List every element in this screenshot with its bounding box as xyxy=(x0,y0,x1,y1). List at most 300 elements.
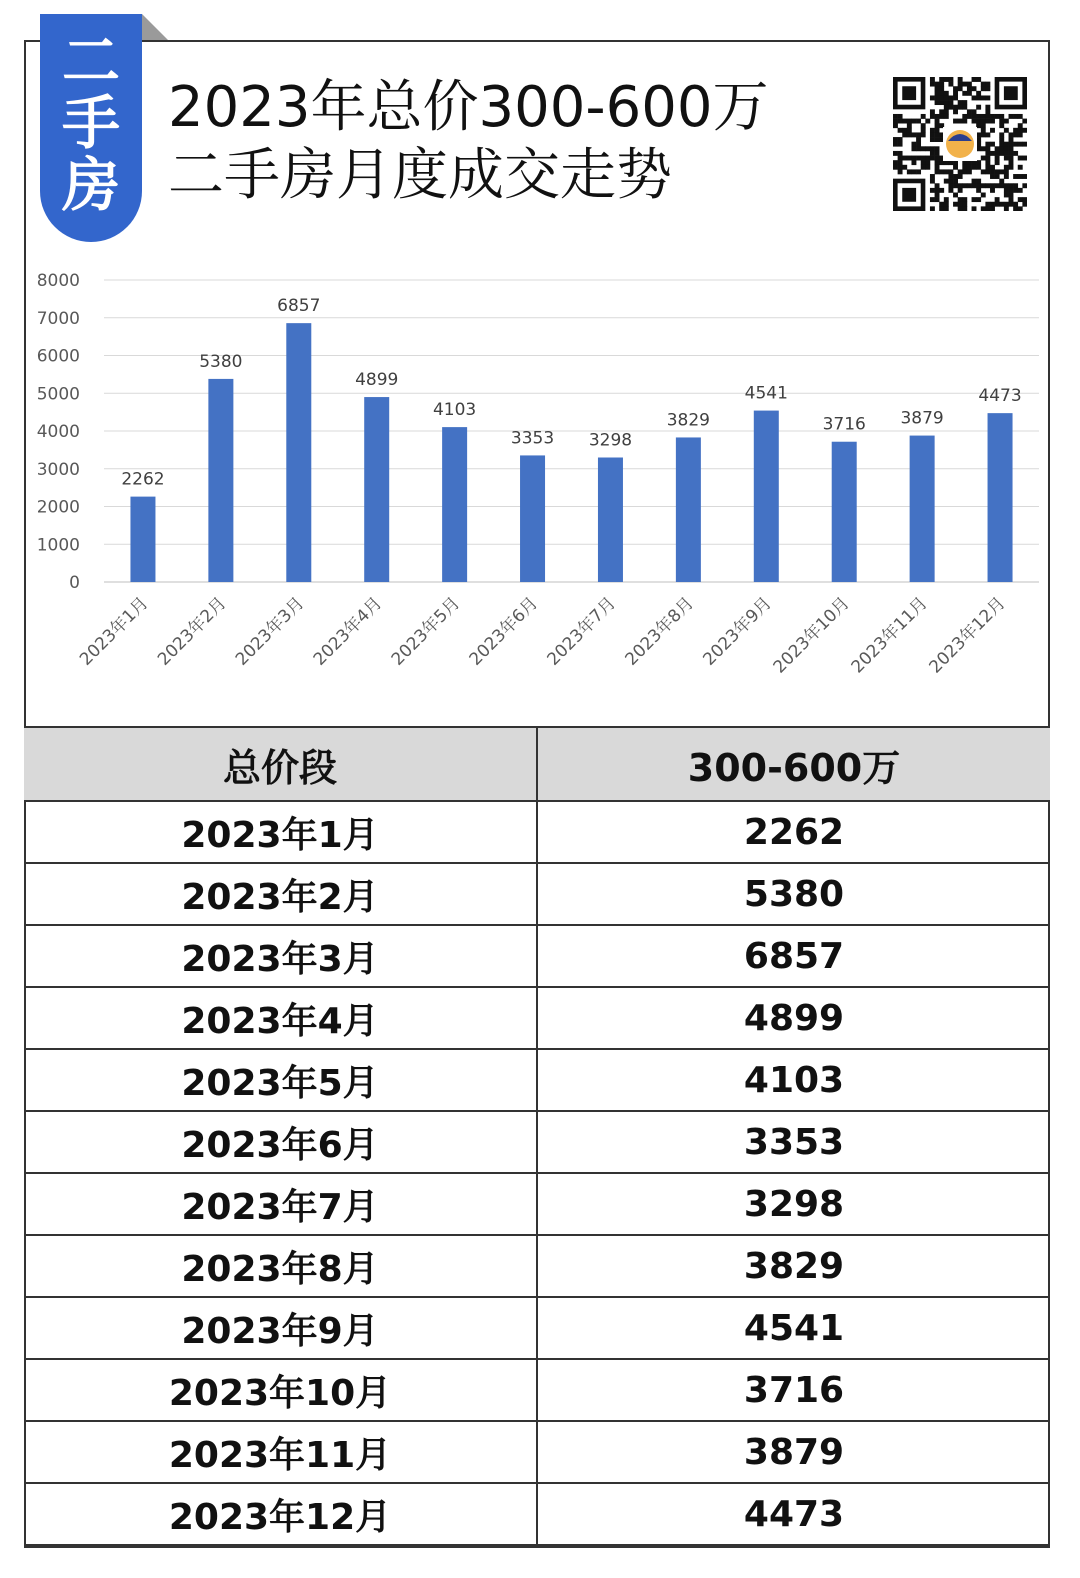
qr-module xyxy=(985,142,990,147)
qr-module xyxy=(907,123,912,128)
qr-module xyxy=(990,119,995,124)
qr-module xyxy=(972,206,977,211)
table-header-cell: 总价段 xyxy=(24,728,538,800)
qr-module xyxy=(976,91,981,96)
qr-module xyxy=(962,119,967,124)
qr-module xyxy=(985,95,990,100)
qr-module xyxy=(953,119,958,124)
qr-module xyxy=(985,169,990,174)
qr-module xyxy=(898,142,903,147)
qr-module xyxy=(990,128,995,133)
qr-module xyxy=(990,114,995,119)
qr-module xyxy=(990,206,995,211)
qr-module xyxy=(944,179,949,184)
data-label: 3879 xyxy=(900,408,944,429)
qr-module xyxy=(958,202,963,207)
qr-module xyxy=(1018,174,1023,179)
qr-module xyxy=(893,137,898,142)
qr-module xyxy=(985,86,990,91)
bar-chart xyxy=(24,258,1050,726)
qr-module xyxy=(935,82,940,87)
qr-module xyxy=(944,91,949,96)
month-cell: 2023年4月 xyxy=(24,988,538,1048)
qr-module xyxy=(990,174,995,179)
qr-module xyxy=(1009,193,1014,198)
qr-module xyxy=(893,165,898,170)
qr-module xyxy=(921,160,926,165)
qr-module xyxy=(939,82,944,87)
qr-module xyxy=(948,169,953,174)
qr-module xyxy=(925,160,930,165)
qr-module xyxy=(939,109,944,114)
y-tick-label: 3000 xyxy=(36,459,80,480)
qr-module xyxy=(1004,119,1009,124)
qr-module xyxy=(1013,174,1018,179)
x-tick-label: 2023年6月 xyxy=(465,593,543,670)
qr-module xyxy=(948,105,953,110)
qr-module xyxy=(972,179,977,184)
qr-module xyxy=(944,114,949,119)
month-cell: 2023年2月 xyxy=(24,864,538,924)
qr-module xyxy=(1022,142,1027,147)
qr-module xyxy=(1009,132,1014,137)
qr-module xyxy=(1013,128,1018,133)
qr-module xyxy=(944,169,949,174)
qr-module xyxy=(916,119,921,124)
y-tick-label: 7000 xyxy=(36,308,80,329)
qr-module xyxy=(935,151,940,156)
month-cell: 2023年12月 xyxy=(24,1484,538,1544)
qr-module xyxy=(930,109,935,114)
qr-module xyxy=(981,128,986,133)
qr-module xyxy=(953,193,958,198)
data-label: 4541 xyxy=(744,383,788,404)
badge-char: 二 xyxy=(61,27,120,95)
qr-module xyxy=(907,156,912,161)
qr-module xyxy=(962,91,967,96)
qr-module xyxy=(916,142,921,147)
qr-module xyxy=(1018,156,1023,161)
qr-module xyxy=(1022,202,1027,207)
qr-module xyxy=(898,151,903,156)
qr-module xyxy=(976,197,981,202)
table-header-row xyxy=(24,728,1050,802)
qr-module xyxy=(930,206,935,211)
qr-module xyxy=(911,142,916,147)
qr-module xyxy=(902,128,907,133)
qr-module xyxy=(990,183,995,188)
value-cell: 3879 xyxy=(743,1431,845,1473)
qr-module xyxy=(893,142,898,147)
qr-module xyxy=(985,119,990,124)
qr-module xyxy=(902,132,907,137)
qr-module xyxy=(999,123,1004,128)
qr-module xyxy=(939,100,944,105)
qr-module xyxy=(930,151,935,156)
table-row xyxy=(24,1422,1050,1484)
qr-module xyxy=(935,100,940,105)
qr-module xyxy=(976,188,981,193)
qr-module xyxy=(1018,142,1023,147)
qr-module xyxy=(990,202,995,207)
y-tick-label: 4000 xyxy=(36,422,80,442)
qr-module xyxy=(939,114,944,119)
qr-module xyxy=(939,206,944,211)
table-row xyxy=(24,1236,1050,1298)
table-row xyxy=(24,1050,1050,1112)
qr-module xyxy=(907,128,912,133)
qr-module xyxy=(907,132,912,137)
qr-module xyxy=(921,123,926,128)
qr-module xyxy=(1013,142,1018,147)
qr-module xyxy=(939,202,944,207)
bar xyxy=(676,437,701,582)
qr-module xyxy=(962,82,967,87)
table-row xyxy=(24,802,1050,864)
qr-module xyxy=(930,77,935,82)
qr-module xyxy=(958,119,963,124)
qr-module xyxy=(1013,188,1018,193)
qr-module xyxy=(999,151,1004,156)
x-tick-label: 2023年10月 xyxy=(769,593,854,678)
title-line-2: 二手房月度成交走势 xyxy=(168,143,672,208)
qr-module xyxy=(972,114,977,119)
month-cell: 2023年1月 xyxy=(24,802,538,862)
qr-module xyxy=(921,146,926,151)
qr-module xyxy=(911,156,916,161)
qr-module xyxy=(995,114,1000,119)
qr-module xyxy=(962,169,967,174)
qr-module xyxy=(958,206,963,211)
qr-module xyxy=(981,86,986,91)
qr-module xyxy=(985,183,990,188)
qr-module xyxy=(972,119,977,124)
qr-module xyxy=(935,197,940,202)
qr-module xyxy=(944,77,949,82)
table-row xyxy=(24,1298,1050,1360)
qr-module xyxy=(995,202,1000,207)
qr-module xyxy=(935,119,940,124)
qr-code-icon xyxy=(893,77,1027,211)
qr-module xyxy=(898,160,903,165)
qr-module xyxy=(1009,183,1014,188)
qr-module xyxy=(976,77,981,82)
x-tick-label: 2023年12月 xyxy=(925,593,1010,678)
qr-module xyxy=(1013,132,1018,137)
qr-module xyxy=(1018,128,1023,133)
qr-module xyxy=(981,119,986,124)
qr-module xyxy=(944,105,949,110)
qr-module xyxy=(916,137,921,142)
qr-module xyxy=(902,188,916,202)
qr-module xyxy=(995,174,1000,179)
qr-module xyxy=(911,169,916,174)
table-row xyxy=(24,926,1050,988)
data-label: 3716 xyxy=(822,414,866,435)
qr-module xyxy=(995,146,1000,151)
data-label: 4899 xyxy=(355,370,399,391)
title-line-1: 2023年总价300-600万 xyxy=(168,75,769,140)
qr-module xyxy=(925,156,930,161)
qr-module xyxy=(953,91,958,96)
qr-module xyxy=(1013,206,1018,211)
qr-module xyxy=(962,114,967,119)
qr-module xyxy=(948,183,953,188)
qr-module xyxy=(930,95,935,100)
qr-module xyxy=(1009,146,1014,151)
month-cell: 2023年11月 xyxy=(24,1422,538,1482)
qr-module xyxy=(1004,183,1009,188)
qr-module xyxy=(985,82,990,87)
value-cell: 4103 xyxy=(743,1059,845,1101)
qr-module xyxy=(981,114,986,119)
bar xyxy=(910,436,935,582)
qr-module xyxy=(1009,137,1014,142)
qr-module xyxy=(976,119,981,124)
qr-module xyxy=(985,114,990,119)
data-label: 2262 xyxy=(121,469,165,490)
qr-module xyxy=(944,100,949,105)
qr-module xyxy=(972,95,977,100)
qr-module xyxy=(1004,142,1009,147)
qr-module xyxy=(995,169,1000,174)
qr-module xyxy=(893,119,898,124)
qr-module xyxy=(999,146,1004,151)
qr-module xyxy=(999,142,1004,147)
qr-module xyxy=(985,109,990,114)
qr-module xyxy=(1018,114,1023,119)
y-tick-label: 0 xyxy=(69,573,80,593)
x-tick-label: 2023年4月 xyxy=(309,593,387,670)
qr-module xyxy=(893,123,898,128)
qr-module xyxy=(930,146,935,151)
qr-module xyxy=(1009,165,1014,170)
qr-module xyxy=(1018,165,1023,170)
qr-module xyxy=(948,82,953,87)
month-cell: 2023年10月 xyxy=(24,1360,538,1420)
qr-module xyxy=(935,183,940,188)
qr-module xyxy=(999,179,1004,184)
qr-module xyxy=(995,183,1000,188)
qr-module xyxy=(1022,119,1027,124)
y-tick-label: 5000 xyxy=(36,384,80,405)
qr-module xyxy=(995,156,1000,161)
qr-module xyxy=(893,114,898,119)
y-tick-label: 2000 xyxy=(36,497,80,518)
qr-module xyxy=(948,77,953,82)
qr-module xyxy=(911,146,916,151)
qr-module xyxy=(967,169,972,174)
x-tick-label: 2023年7月 xyxy=(543,593,620,670)
qr-module xyxy=(958,183,963,188)
qr-module xyxy=(981,146,986,151)
qr-module xyxy=(930,114,935,119)
bar xyxy=(208,379,233,582)
qr-module xyxy=(1022,197,1027,202)
qr-module xyxy=(898,128,903,133)
qr-module xyxy=(1013,114,1018,119)
badge-char: 手 xyxy=(61,89,120,157)
qr-module xyxy=(981,82,986,87)
qr-module xyxy=(948,100,953,105)
qr-module xyxy=(976,179,981,184)
qr-module xyxy=(1004,174,1009,179)
qr-module xyxy=(995,160,1000,165)
qr-module xyxy=(995,197,1000,202)
qr-module xyxy=(1004,146,1009,151)
qr-module xyxy=(1022,183,1027,188)
qr-module xyxy=(948,188,953,193)
qr-module xyxy=(935,169,940,174)
qr-module xyxy=(958,100,963,105)
qr-module xyxy=(1013,202,1018,207)
x-tick-label: 2023年11月 xyxy=(847,593,932,678)
qr-module xyxy=(962,197,967,202)
y-tick-label: 6000 xyxy=(36,346,80,367)
value-cell: 4541 xyxy=(743,1307,845,1349)
qr-module xyxy=(898,119,903,124)
x-tick-label: 2023年2月 xyxy=(153,593,231,670)
qr-module xyxy=(972,197,977,202)
qr-module xyxy=(944,109,949,114)
qr-module xyxy=(939,77,944,82)
qr-module xyxy=(948,179,953,184)
qr-module xyxy=(935,95,940,100)
qr-module xyxy=(930,174,935,179)
qr-module xyxy=(925,165,930,170)
qr-module xyxy=(916,156,921,161)
qr-module xyxy=(990,165,995,170)
qr-module xyxy=(962,100,967,105)
bar xyxy=(520,455,545,582)
qr-module xyxy=(1004,188,1009,193)
qr-module xyxy=(1004,156,1009,161)
qr-module xyxy=(981,123,986,128)
qr-module xyxy=(930,82,935,87)
value-cell: 3716 xyxy=(743,1369,845,1411)
table-row xyxy=(24,1360,1050,1422)
qr-module xyxy=(1009,202,1014,207)
qr-module xyxy=(958,188,963,193)
qr-module xyxy=(935,156,940,161)
qr-module xyxy=(962,202,967,207)
qr-module xyxy=(981,169,986,174)
y-tick-label: 8000 xyxy=(36,271,80,291)
qr-module xyxy=(967,86,972,91)
qr-module xyxy=(898,114,903,119)
table-row xyxy=(24,1112,1050,1174)
qr-module xyxy=(962,206,967,211)
qr-module xyxy=(958,82,963,87)
qr-module xyxy=(981,132,986,137)
qr-module xyxy=(1018,188,1023,193)
qr-module xyxy=(999,132,1004,137)
qr-module xyxy=(990,188,995,193)
qr-module xyxy=(1004,128,1009,133)
month-cell: 2023年3月 xyxy=(24,926,538,986)
qr-module xyxy=(990,151,995,156)
bar xyxy=(988,413,1013,582)
qr-module xyxy=(898,137,903,142)
qr-module xyxy=(985,151,990,156)
qr-module xyxy=(976,165,981,170)
x-tick-label: 2023年5月 xyxy=(387,593,465,670)
qr-module xyxy=(1009,156,1014,161)
qr-module xyxy=(944,95,949,100)
qr-module xyxy=(976,105,981,110)
qr-module xyxy=(1022,156,1027,161)
bar xyxy=(442,427,467,582)
qr-module xyxy=(1004,169,1009,174)
qr-module xyxy=(953,105,958,110)
qr-module xyxy=(985,202,990,207)
data-table xyxy=(24,726,1050,1546)
qr-module xyxy=(985,156,990,161)
qr-module xyxy=(962,165,967,170)
qr-module xyxy=(953,183,958,188)
qr-module xyxy=(935,86,940,91)
qr-module xyxy=(935,193,940,198)
qr-module xyxy=(1004,86,1018,100)
qr-module xyxy=(1004,193,1009,198)
qr-module xyxy=(921,128,926,133)
qr-module xyxy=(944,206,949,211)
qr-module xyxy=(1009,142,1014,147)
qr-module xyxy=(967,82,972,87)
qr-module xyxy=(962,183,967,188)
y-tick-label: 1000 xyxy=(36,535,80,556)
qr-module xyxy=(962,105,967,110)
qr-module xyxy=(1013,183,1018,188)
value-cell: 3829 xyxy=(743,1245,845,1287)
bar xyxy=(364,397,389,582)
value-cell: 4473 xyxy=(743,1493,845,1535)
qr-module xyxy=(907,169,912,174)
qr-module xyxy=(939,169,944,174)
qr-module xyxy=(1013,151,1018,156)
qr-module xyxy=(1009,151,1014,156)
value-cell: 2262 xyxy=(743,811,845,853)
bar xyxy=(754,411,779,582)
category-badge xyxy=(40,14,142,242)
qr-module xyxy=(985,132,990,137)
qr-module xyxy=(925,146,930,151)
qr-module xyxy=(930,188,935,193)
qr-module xyxy=(930,179,935,184)
x-tick-label: 2023年3月 xyxy=(231,593,309,670)
qr-module xyxy=(921,114,926,119)
qr-module xyxy=(921,165,926,170)
qr-module xyxy=(925,119,930,124)
qr-module xyxy=(953,174,958,179)
qr-module xyxy=(985,165,990,170)
table-row xyxy=(24,1484,1050,1546)
qr-module xyxy=(1009,188,1014,193)
qr-module xyxy=(958,169,963,174)
qr-module xyxy=(935,160,940,165)
qr-module xyxy=(999,183,1004,188)
qr-module xyxy=(898,165,903,170)
qr-module xyxy=(935,188,940,193)
month-cell: 2023年8月 xyxy=(24,1236,538,1296)
table-header-cell: 300-600万 xyxy=(687,745,901,790)
qr-module xyxy=(999,137,1004,142)
qr-module xyxy=(958,197,963,202)
qr-module xyxy=(948,174,953,179)
qr-module xyxy=(967,165,972,170)
qr-module xyxy=(958,86,963,91)
qr-module xyxy=(958,77,963,82)
